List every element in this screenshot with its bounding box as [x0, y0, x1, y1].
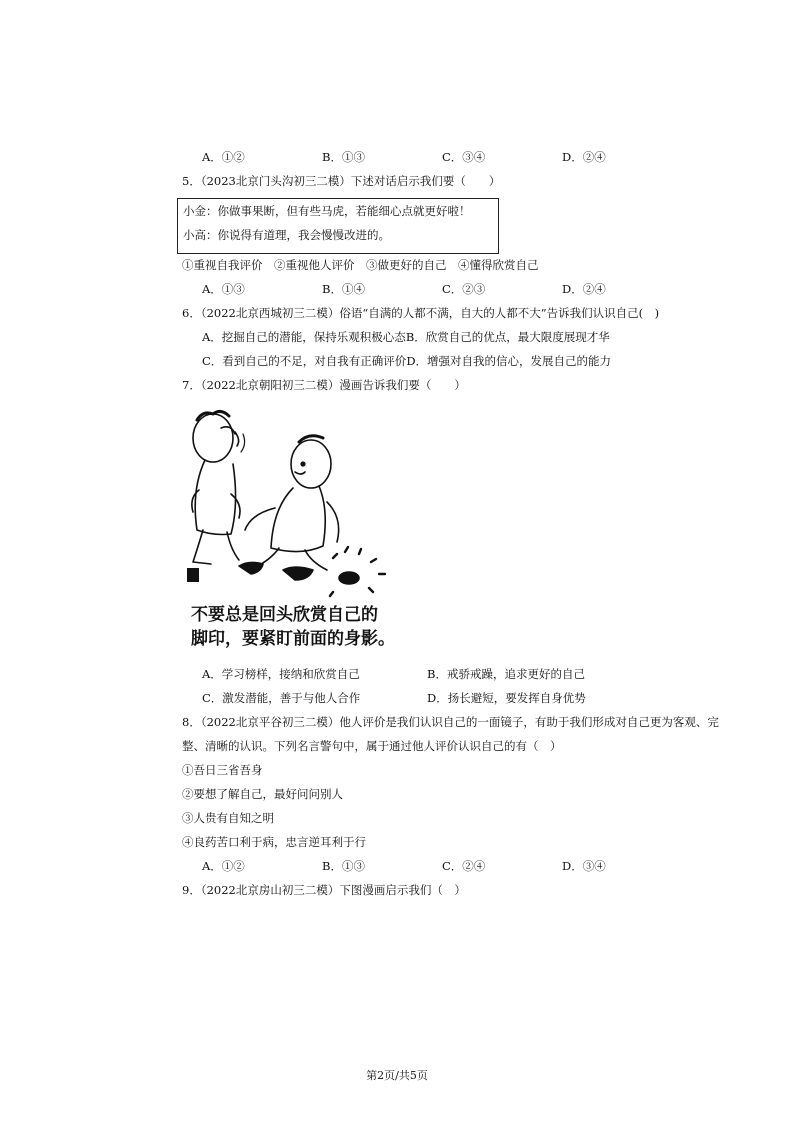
left-figure-body [195, 460, 235, 535]
q7-option-c[interactable]: C．激发潜能，善于与他人合作 [202, 691, 361, 705]
q4-option-b[interactable]: B．①③ [322, 150, 365, 164]
q5-dialog-box [177, 198, 499, 254]
q5-option-d[interactable]: D．②④ [562, 282, 606, 296]
q5-items: ①重视自我评价 ②重视他人评价 ③做更好的自己 ④懂得欣赏自己 [182, 258, 539, 272]
q6-stem: 6．（2022北京西城初三二模）俗语“自满的人都不满，自大的人都不大”告诉我们认识自己( ) [182, 306, 660, 320]
q7-options-row-1 [202, 666, 585, 682]
artist-seal [187, 568, 199, 582]
q8-option-d[interactable]: D．③④ [562, 859, 606, 873]
q4-option-a[interactable]: A．①② [202, 150, 245, 164]
q9-stem: 9．（2022北京房山初三二模）下图漫画启示我们（ ） [182, 883, 466, 897]
cartoon-caption [191, 603, 395, 651]
q5-dialog-line-2: 小高：你说得有道理，我会慢慢改进的。 [183, 228, 390, 242]
q6-option-c[interactable]: C．看到自己的不足，对自我有正确评价 [202, 354, 407, 368]
q8-stem-line-1: 8．（2022北京平谷初三二模）他人评价是我们认识自己的一面镜子，有助于我们形成对自己更为客观、完 [182, 715, 719, 729]
right-figure-body [271, 486, 325, 552]
q8-item-4: ④良药苦口利于病，忠言逆耳利于行 [182, 835, 366, 849]
q7-option-d[interactable]: D．扬长避短，要发挥自身优势 [427, 691, 586, 705]
q8-item-2: ②要想了解自己，最好问问别人 [182, 787, 343, 801]
q8-item-1: ①吾日三省吾身 [182, 763, 263, 777]
footprint-mark [339, 572, 359, 584]
q4-option-c[interactable]: C．③④ [442, 150, 486, 164]
q5-option-b[interactable]: B．①④ [322, 282, 365, 296]
q6-option-d[interactable]: D．增强对自我的信心，发展自己的能力 [406, 354, 612, 368]
q6-option-a[interactable]: A．挖掘自己的潜能，保持乐观积极心态 [202, 330, 406, 344]
q6-options-row-2 [202, 353, 611, 369]
q5-option-a[interactable]: A．①③ [202, 282, 245, 296]
cartoon-caption-line-1: 不要总是回头欣赏自己的 [191, 605, 378, 625]
q8-stem-line-2: 整、清晰的认识。下列名言警句中，属于通过他人评价认识自己的有（ ） [182, 739, 562, 753]
q7-options-row-2 [202, 690, 586, 706]
q4-option-d[interactable]: D．②④ [562, 150, 606, 164]
q8-option-a[interactable]: A．①② [202, 859, 245, 873]
cartoon-caption-line-2: 脚印，要紧盯前面的身影。 [191, 629, 395, 649]
q8-option-c[interactable]: C．②④ [442, 859, 486, 873]
q7-stem: 7．（2022北京朝阳初三二模）漫画告诉我们要（ ） [182, 378, 466, 392]
q5-dialog-line-1: 小金：你做事果断，但有些马虎，若能细心点就更好啦！ [183, 204, 471, 218]
q4-options [202, 149, 606, 165]
right-figure-head [291, 440, 331, 488]
q7-option-a[interactable]: A．学习榜样，接纳和欣赏自己 [202, 667, 360, 681]
q5-options [202, 281, 606, 297]
q8-option-b[interactable]: B．①③ [322, 859, 365, 873]
q8-options [202, 858, 606, 874]
page-footer: 第2页/共5页 [366, 1069, 428, 1082]
q6-options-row-1 [202, 329, 610, 345]
left-figure-head [193, 414, 233, 462]
q8-item-3: ③人贵有自知之明 [182, 811, 274, 825]
q7-option-b[interactable]: B．戒骄戒躁，追求更好的自己 [427, 667, 585, 681]
q6-option-b[interactable]: B．欣赏自己的优点，最大限度展现才华 [405, 330, 610, 344]
q5-stem: 5．（2023北京门头沟初三二模）下述对话启示我们要（ ） [182, 174, 501, 188]
q5-option-c[interactable]: C．②③ [442, 282, 486, 296]
q7-cartoon-image [183, 398, 403, 653]
